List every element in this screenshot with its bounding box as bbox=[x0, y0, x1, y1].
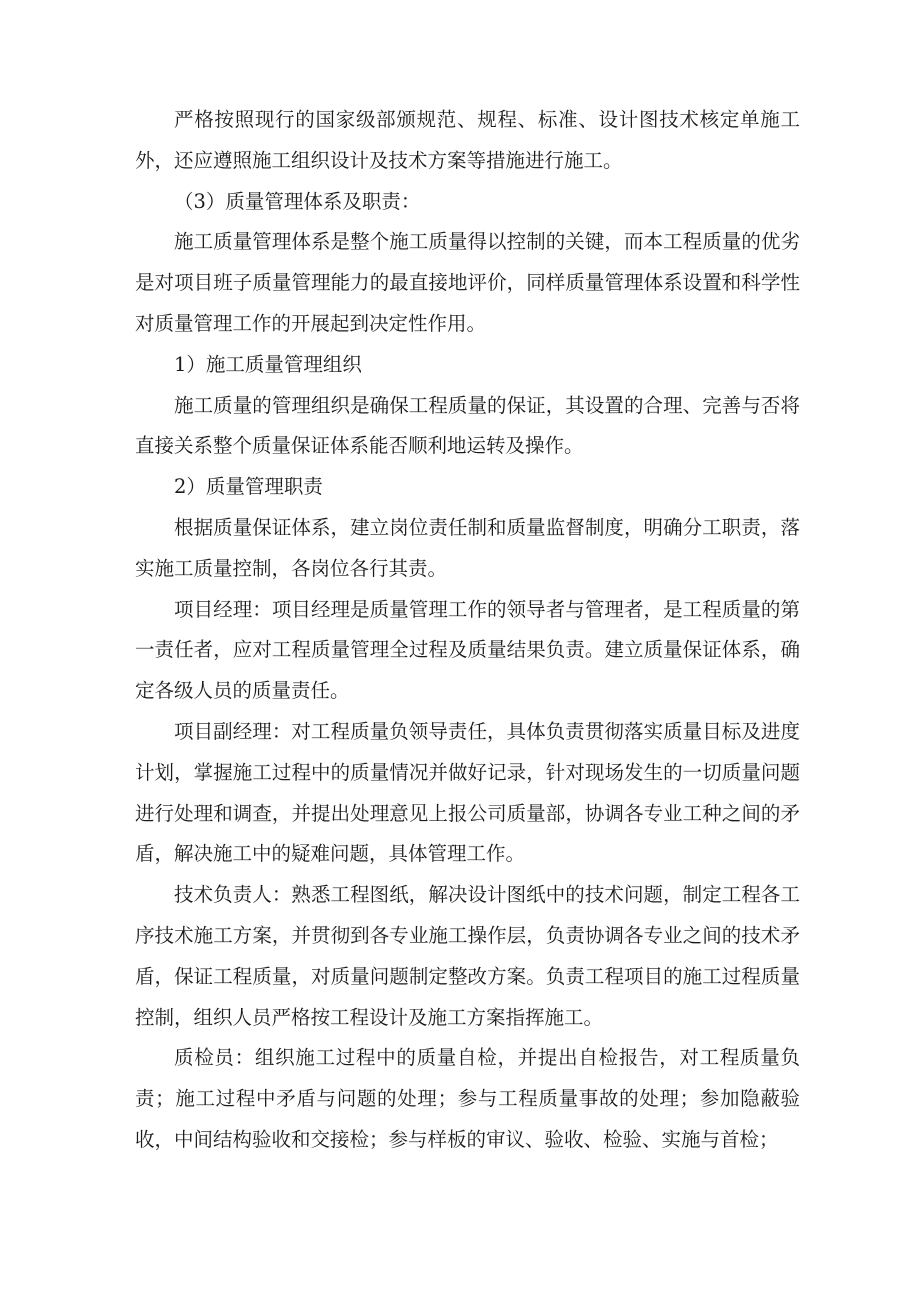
paragraph-technical-lead: 技术负责人：熟悉工程图纸，解决设计图纸中的技术问题，制定工程各工序技术施工方案，并贯彻到各专业施工操作层，负责协调各专业之间的技术矛盾，保证工程质量，对质量问题制定整改方案。负责工程项目的施工过程质量控制，组织人员严格按工程设计及施工方案指挥施工。 bbox=[135, 883, 800, 1029]
document-body bbox=[135, 100, 800, 1161]
paragraph-quality-system: 施工质量管理体系是整个施工质量得以控制的关键，而本工程质量的优劣是对项目班子质量管理能力的最直接地评价，同样质量管理体系设置和科学性对质量管理工作的开展起到决定性作用。 bbox=[135, 230, 800, 335]
paragraph-deputy-manager: 项目副经理：对工程质量负领导责任，具体负责贯彻落实质量目标及进度计划，掌握施工过程中的质量情况并做好记录，针对现场发生的一切质量问题进行处理和调查，并提出处理意见上报公司质量部，协调各专业工种之间的矛盾，解决施工中的疑难问题，具体管理工作。 bbox=[135, 719, 800, 866]
heading-organization: 1）施工质量管理组织 bbox=[174, 352, 362, 376]
paragraph-organization: 施工质量的管理组织是确保工程质量的保证，其设置的合理、完善与否将直接关系整个质量保证体系能否顺利地运转及操作。 bbox=[135, 393, 800, 458]
heading-quality-system: （3）质量管理体系及职责： bbox=[174, 189, 421, 213]
paragraph-project-manager: 项目经理：项目经理是质量管理工作的领导者与管理者，是工程质量的第一责任者，应对工程质量管理全过程及质量结果负责。建立质量保证体系，确定各级人员的质量责任。 bbox=[135, 597, 800, 703]
paragraph-intro: 严格按照现行的国家级部颁规范、规程、标准、设计图技术核定单施工外，还应遵照施工组织设计及技术方案等措施进行施工。 bbox=[135, 108, 800, 172]
heading-responsibilities: 2）质量管理职责 bbox=[174, 475, 323, 499]
paragraph-quality-inspector: 质检员：组织施工过程中的质量自检，并提出自检报告，对工程质量负责；施工过程中矛盾与问题的处理；参与工程质量事故的处理；参加隐蔽验收，中间结构验收和交接检；参与样板的审议、验收、检验、实施与首检； bbox=[135, 1046, 800, 1151]
paragraph-responsibilities: 根据质量保证体系，建立岗位责任制和质量监督制度，明确分工职责，落实施工质量控制，各岗位各行其责。 bbox=[135, 515, 800, 580]
